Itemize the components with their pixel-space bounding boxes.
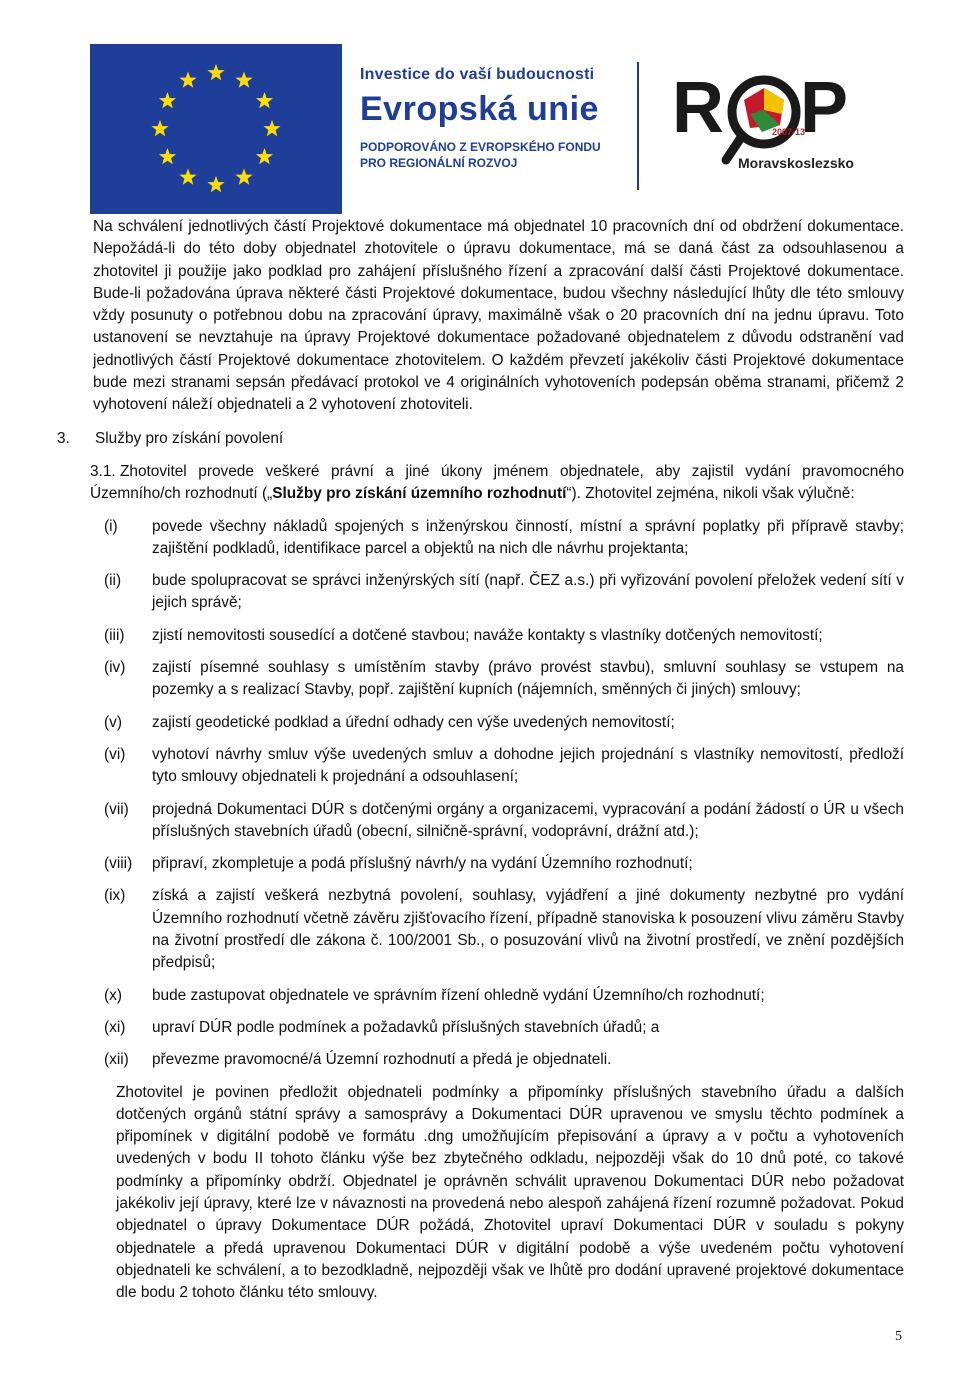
header-divider: [637, 62, 639, 190]
list-item-text: zjistí nemovitosti sousedící a dotčené stavbou; naváže kontakty s vlastníky dotčených nemovitostí;: [152, 626, 823, 644]
list-item-text: získá a zajistí veškerá nezbytná povolení, souhlasy, vyjádření a jiné dokumenty nezbytné pro vydání Územního rozhodnutí včetně závěru zjišťovacího řízení, případně stanoviska k posouzení vlivu záměru Stavby na životní prostředí dle zákona č. 100/2001 Sb., o posuzování vlivů na životní prostředí, ve znění pozdějších předpisů;: [152, 887, 904, 972]
list-item: [104, 1017, 904, 1039]
list-item: [104, 853, 904, 875]
subsection: [90, 461, 904, 1305]
list-item: [104, 570, 904, 615]
list-item-label: (vi): [104, 745, 126, 763]
subsection-intro: [90, 461, 904, 506]
eu-fund-label: [360, 139, 610, 171]
list-item-label: (ii): [104, 572, 122, 590]
list-item-text: upraví DÚR podle podmínek a požadavků příslušných stavebních úřadů; a: [152, 1018, 660, 1036]
list-item-text: vyhotoví návrhy smluv výše uvedených smluv a dohodne jejich projednání s vlastníky nemovitostí, předloží tyto smlouvy objednateli k projednání a odsouhlasení;: [152, 745, 904, 786]
list-item-text: zajistí geodetické podklad a úřední odhady cen výše uvedených nemovitostí;: [152, 713, 675, 731]
list-item-label: (x): [104, 986, 122, 1004]
list-item-label: (viii): [104, 855, 133, 873]
subsection-text-a: Zhotovitel provede veškeré právní a jiné úkony jménem objednatele, aby zajistil vydání pravomocného Územního/ch rozhodnutí („: [90, 462, 904, 503]
list-item-text: připraví, zkompletuje a podá příslušný návrh/y na vydání Územního rozhodnutí;: [152, 855, 693, 873]
list-item: [104, 625, 904, 647]
list-item-label: (v): [104, 713, 122, 731]
section-heading: [57, 428, 904, 450]
subsection-text-b: “). Zhotovitel zejména, nikoli však výlučně:: [566, 485, 855, 503]
page-header: [0, 0, 960, 200]
rop-year: 2007-13: [772, 127, 806, 137]
eu-flag-logo: [90, 44, 342, 214]
list-item-label: (xi): [104, 1018, 126, 1036]
list-item-text: bude zastupovat objednatele ve správním řízení ohledně vydání Územního/ch rozhodnutí;: [152, 986, 765, 1004]
closing-paragraph: Zhotovitel je povinen předložit objednateli podmínky a připomínky příslušných stavebního úřadu a dalších dotčených orgánů státní správy a samosprávy a Dokumentaci DÚR upravenou ve smyslu těchto podmínek a připomínek v digitální podobě ve formátu .dng umožňujícím přepisování a úpravy a v počtu a vyhotoveních uvedených v bodu II tohoto článku výše bez zbytečného odkladu, nejpozději však do 10 dnů poté, co takové podmínky a připomínky obdrží. Objednatel je oprávněn schválit upravenou Dokumentaci DÚR nebo požadovat jakékoliv její úpravy, které lze v návaznosti na provedená nebo alespoň zahájená řízení rozumně požadovat. Pokud objednatel o úpravy Dokumentace DÚR požádá, Zhotovitel upraví Dokumentaci DÚR v souladu s pokyny objednatele a předá upravenou Dokumentaci DÚR v digitální podobě a výše uvedeném počtu vyhotovení objednateli ke schválení, a to bezodkladně, nejpozději však ve lhůtě pro dodání upravené projektové dokumentace dle bodu 2 tohoto článku této smlouvy.: [116, 1083, 904, 1302]
rop-region-label: Moravskoslezsko: [738, 155, 854, 171]
section-number: 3.: [57, 429, 70, 447]
eu-fund-line-1: PODPOROVÁNO Z EVROPSKÉHO FONDU: [360, 140, 601, 154]
subsection-number: 3.1.: [90, 462, 116, 480]
list-item-text: bude spolupracovat se správci inženýrských sítí (např. ČEZ a.s.) při vyřizování povolení přeložek vedení sítí v jejich správě;: [152, 572, 904, 612]
list-item-text: zajistí písemné souhlasy s umístěním stavby (právo provést stavbu), smluvní souhlasy se vstupem na pozemky a s realizací Stavby, popř. zajištění kupních (nájemních, směnných či jiných) smlouvy;: [152, 659, 904, 699]
list-item: [104, 985, 904, 1007]
list-item-text: povede všechny nákladů spojených s inženýrskou činností, místní a správní poplatky při přípravě stavby; zajištění podkladů, identifikace parcel a objektů na nich dle návrhu projektanta;: [152, 517, 904, 557]
list-item: [104, 744, 904, 789]
list-item: [104, 1049, 904, 1071]
eu-slogan: [360, 66, 610, 171]
list-item-label: (vii): [104, 800, 129, 818]
document-body: [57, 216, 904, 1304]
list-item-label: (i): [104, 517, 118, 535]
svg-text:R: R: [672, 70, 724, 148]
section-title: Služby pro získání povolení: [95, 429, 284, 447]
defined-term: Služby pro získání územního rozhodnutí: [272, 485, 567, 503]
list-item-label: (xii): [104, 1051, 129, 1069]
eu-fund-line-2: PRO REGIONÁLNÍ ROZVOJ: [360, 156, 518, 170]
list-item: [104, 885, 904, 974]
list-item: [104, 657, 904, 702]
approval-paragraph: Na schválení jednotlivých částí Projektové dokumentace má objednatel 10 pracovních dní od obdržení dokumentace. Nepožádá-li do této doby objednatel zhotovitele o úpravu dokumentace, má se daná část za odsouhlasenou a zhotovitel ji použije jako podklad pro zahájení příslušného řízení a zpracování další části Projektové dokumentace. Bude-li požadována úprava některé části Projektové dokumentace, budou všechny následující lhůty dle této smlouvy vždy posunuty o potřebnou dobu na zpracování úpravy, maximálně však o 20 pracovních dní na jednu úpravu. Toto ustanovení se nevztahuje na úpravy Projektové dokumentace požadované objednatelem z důvodu odstranění vad jednotlivých částí Projektové dokumentace zhotovitelem. O každém převzetí jakékoliv části Projektové dokumentace bude mezi stranami sepsán předávací protokol ve 4 originálních vyhotoveních podepsán oběma stranami, přičemž 2 vyhotovení náleží objednateli a 2 vyhotovení zhotoviteli.: [93, 218, 904, 414]
svg-text:P: P: [800, 70, 849, 148]
eu-slogan-line: Investice do vaší budoucnosti: [360, 66, 595, 83]
list-item-text: projedná Dokumentaci DÚR s dotčenými orgány a organizacemi, vypracování a podání žádostí o ÚR u všech příslušných stavebních úřadů (obecní, silničně-správní, vodoprávní, drážní atd.);: [152, 800, 904, 840]
page-number: 5: [895, 1329, 902, 1344]
list-item-text: převezme pravomocné/á Územní rozhodnutí a předá je objednateli.: [152, 1051, 612, 1069]
list-item-label: (ix): [104, 887, 126, 905]
eu-title: Evropská unie: [360, 90, 599, 128]
eu-stars-icon: [90, 44, 342, 214]
list-item-label: (iii): [104, 626, 125, 644]
duty-list: [104, 516, 904, 1072]
list-item: [104, 516, 904, 561]
list-item: [104, 712, 904, 734]
list-item: [104, 799, 904, 844]
list-item-label: (iv): [104, 659, 126, 677]
